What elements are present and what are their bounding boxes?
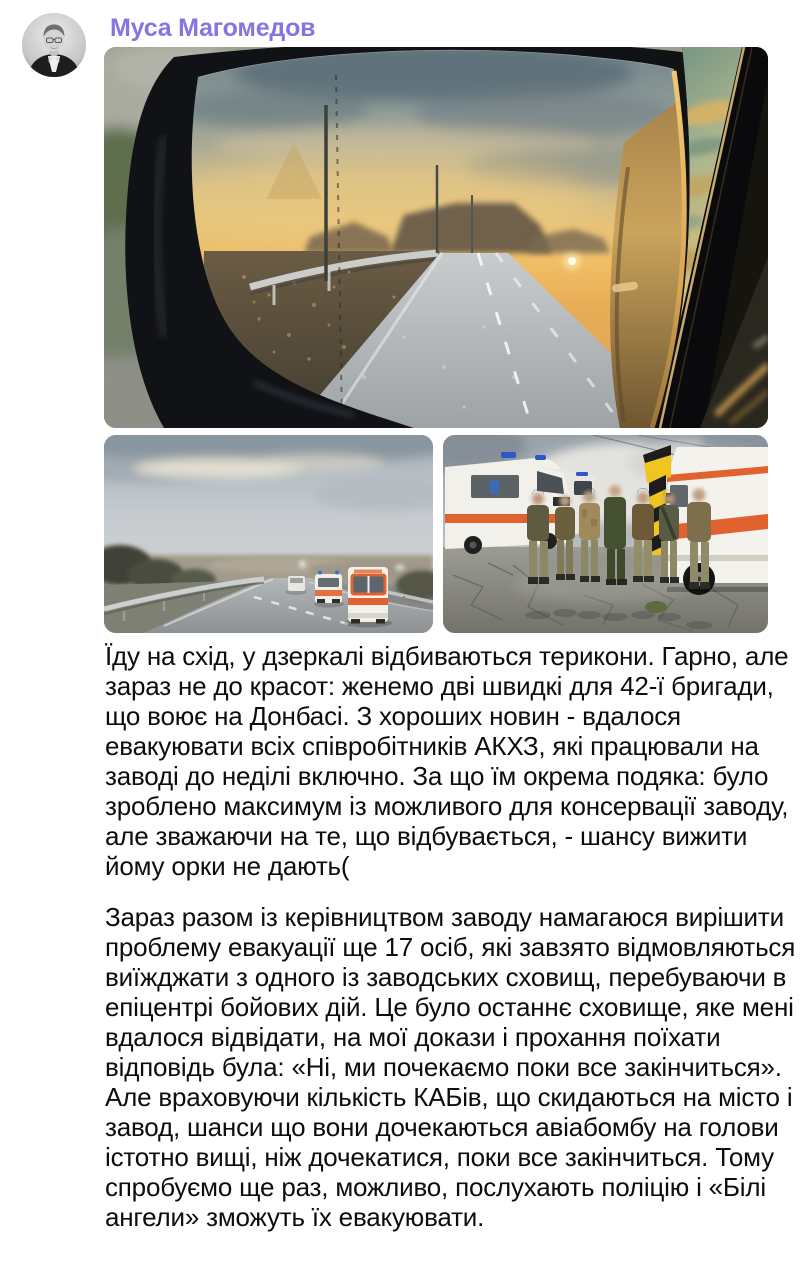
message-text — [105, 641, 805, 1232]
avatar-portrait-art — [22, 13, 86, 77]
mirror-road-art — [104, 47, 768, 428]
avatar[interactable] — [22, 13, 86, 77]
ambulances-road-art — [104, 435, 433, 633]
photo-mirror-road[interactable] — [104, 47, 768, 428]
team-ambulances-art — [443, 435, 768, 633]
message-paragraph-1: Їду на схід, у дзеркалі відбиваються терикони. Гарно, але зараз не до красот: женемо дві швидкі для 42-ї бригади, що воює на Донбасі. З хороших новин - вдалося евакуювати всіх співробітників АКХЗ, які працювали на заводі до неділі включно. За що їм окрема подяка: було зроблено максимум із можливого для консервації заводу, але зважаючи на те, що відбувається, - шансу вижити йому орки не дають( — [105, 641, 789, 881]
photo-team-ambulances[interactable] — [443, 435, 768, 633]
photo-ambulances-road[interactable] — [104, 435, 433, 633]
author-name[interactable]: Муса Магомедов — [110, 14, 316, 42]
message-paragraph-2: Зараз разом із керівництвом заводу намагаюся вирішити проблему евакуації ще 17 осіб, які завзято відмовляються виїжджати з одного із заводських сховищ, перебуваючи в епіцентрі бойових дій. Це було останнє сховище, яке мені вдалося відвідати, на мої докази і прохання поїхати відповідь була: «Ні, ми почекаємо поки все закінчиться». Але враховуючи кількість КАБів, що скидаються на місто і завод, шанси що вони дочекаються авіабомбу на голови істотно вищі, ніж дочекатися, поки все закінчиться. Тому спробуємо ще раз, можливо, послухають поліцію і «Білі ангели» зможуть їх евакуювати. — [105, 902, 796, 1232]
